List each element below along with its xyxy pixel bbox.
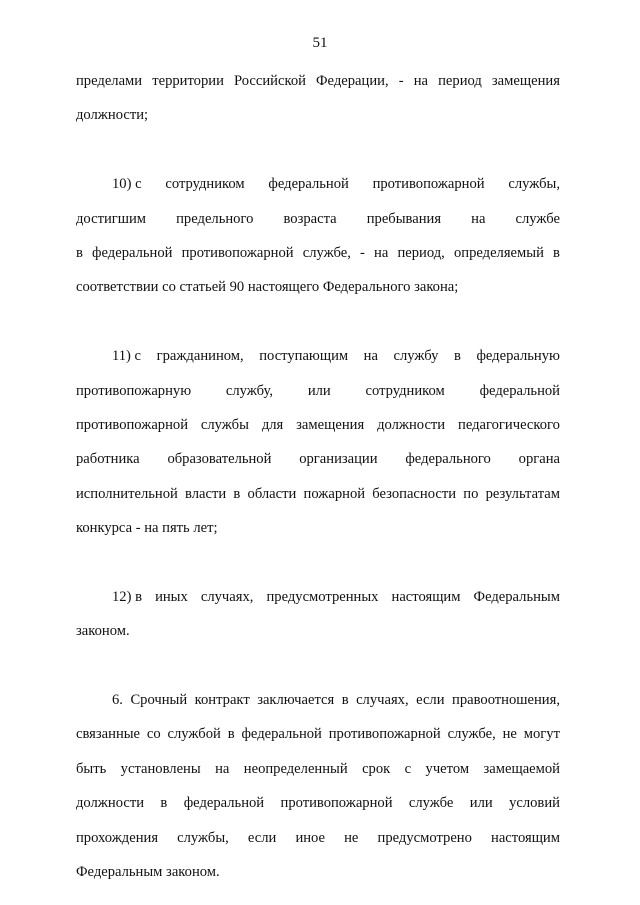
paragraph-spacer (76, 550, 560, 584)
word: со (146, 726, 161, 743)
word: Российской (234, 73, 306, 89)
word: пределами (76, 73, 143, 89)
paragraph-5-line-5 (76, 826, 560, 860)
paragraph-5-line-1 (76, 688, 560, 722)
word: предельного (176, 210, 254, 227)
word: условий (509, 795, 560, 812)
word: федеральной (183, 795, 265, 812)
word: должности (377, 416, 446, 433)
word: противопожарной (372, 176, 485, 193)
word: связанные (76, 726, 141, 743)
paragraph-5-line-4 (76, 791, 560, 825)
word: или (307, 382, 331, 399)
paragraph-5-line-6: Федеральным законом. (76, 863, 220, 880)
word: Срочный (130, 692, 188, 709)
paragraph-2-line-1 (76, 172, 560, 206)
word: в (341, 692, 349, 709)
word: на (374, 244, 389, 261)
paragraph-4-line-2: законом. (76, 623, 130, 640)
word: должности (76, 795, 145, 812)
word: - (360, 244, 365, 261)
word: не (344, 829, 359, 846)
word: результатам (485, 485, 560, 502)
paragraph-2-line-3 (76, 241, 560, 275)
word: определяемый (453, 244, 544, 261)
word: пребывания (366, 210, 442, 227)
word: не (502, 726, 517, 743)
word: 10) с (112, 176, 142, 193)
word: сотрудником (365, 382, 445, 399)
word: случаях, (356, 692, 409, 709)
word: иное (295, 829, 326, 846)
word: исполнительной (76, 485, 178, 502)
paragraph-spacer (76, 310, 560, 344)
word: гражданином, (156, 348, 244, 365)
word: службе, (302, 244, 351, 261)
word: замещения (491, 73, 560, 89)
word: правоотношения, (452, 692, 560, 709)
word: если (416, 692, 445, 709)
word: быть (76, 760, 107, 777)
word: службы (200, 416, 249, 433)
word: Федерации, (316, 73, 389, 89)
word: на (215, 760, 230, 777)
word: федеральной (241, 726, 322, 743)
word: службе (515, 210, 560, 227)
word: службу, (225, 382, 274, 399)
word: могут (523, 726, 560, 743)
word: для (261, 416, 284, 433)
word: поступающим (259, 348, 349, 365)
word: случаях, (200, 588, 254, 605)
word: предусмотрено (377, 829, 472, 846)
word: в (227, 726, 235, 743)
paragraph-spacer (76, 138, 560, 172)
paragraph-2-line-2 (76, 207, 560, 241)
word: службе (408, 795, 454, 812)
word: федеральную (476, 348, 560, 365)
word: в (233, 485, 241, 502)
word: 6. (112, 692, 123, 709)
word: если (247, 829, 277, 846)
document-body (76, 69, 560, 894)
word: педагогического (458, 416, 560, 433)
word: иных (155, 588, 188, 605)
word: образовательной (167, 451, 272, 468)
word: или (469, 795, 493, 812)
word: достигшим (76, 210, 147, 227)
word: учетом (425, 760, 470, 777)
word: органа (518, 451, 560, 468)
paragraph-3-line-4 (76, 447, 560, 481)
word: возраста (283, 210, 337, 227)
word: власти (185, 485, 227, 502)
word: предусмотренных (266, 588, 379, 605)
paragraph-1-line-1 (76, 69, 560, 103)
paragraph-3-line-1 (76, 344, 560, 378)
word: службы, (508, 176, 560, 193)
word: службу (393, 348, 439, 365)
paragraph-2-line-4: соответствии со статьей 90 настоящего Федерального закона; (76, 279, 459, 296)
word: период (438, 73, 482, 89)
paragraph-3-line-2 (76, 379, 560, 413)
word: срок (362, 760, 391, 777)
word: безопасности (372, 485, 457, 502)
word: заключается (257, 692, 335, 709)
word: на (471, 210, 486, 227)
word: федеральной (92, 244, 173, 261)
paragraph-3-line-6: конкурса - на пять лет; (76, 520, 218, 537)
word: противопожарной (76, 416, 189, 433)
word: настоящим (491, 829, 560, 846)
word: Федеральным (473, 588, 560, 605)
word: на (413, 73, 428, 89)
word: 11) с (112, 348, 142, 365)
paragraph-5-line-2 (76, 722, 560, 756)
word: неопределенный (243, 760, 348, 777)
word: противопожарной (181, 244, 294, 261)
word: федеральной (268, 176, 349, 193)
word: замещения (296, 416, 365, 433)
paragraph-5-line-3 (76, 757, 560, 791)
paragraph-3-line-3 (76, 413, 560, 447)
word: 12) в (112, 588, 142, 605)
word: прохождения (76, 829, 159, 846)
word: период, (397, 244, 445, 261)
word: контракт (194, 692, 250, 709)
word: территории (152, 73, 224, 89)
word: службой (167, 726, 221, 743)
word: службе, (447, 726, 496, 743)
word: федеральной (479, 382, 560, 399)
word: в (453, 348, 461, 365)
word: противопожарную (76, 382, 192, 399)
word: противопожарной (328, 726, 441, 743)
word: работника (76, 451, 140, 468)
page-number: 51 (312, 35, 328, 51)
paragraph-3-line-5 (76, 482, 560, 516)
word: в (553, 244, 560, 261)
word: - (398, 73, 404, 89)
word: противопожарной (280, 795, 393, 812)
word: области (247, 485, 297, 502)
word: по (463, 485, 479, 502)
paragraph-1-line-2: должности; (76, 107, 149, 124)
word: в (160, 795, 168, 812)
word: в (76, 244, 83, 261)
word: федерального (405, 451, 491, 468)
word: сотрудником (165, 176, 245, 193)
word: замещаемой (483, 760, 560, 777)
word: установлены (120, 760, 201, 777)
word: организации (299, 451, 378, 468)
word: настоящим (391, 588, 461, 605)
word: с (404, 760, 412, 777)
word: службы, (177, 829, 229, 846)
word: на (363, 348, 378, 365)
paragraph-spacer (76, 654, 560, 688)
word: пожарной (303, 485, 366, 502)
paragraph-4-line-1 (76, 585, 560, 619)
